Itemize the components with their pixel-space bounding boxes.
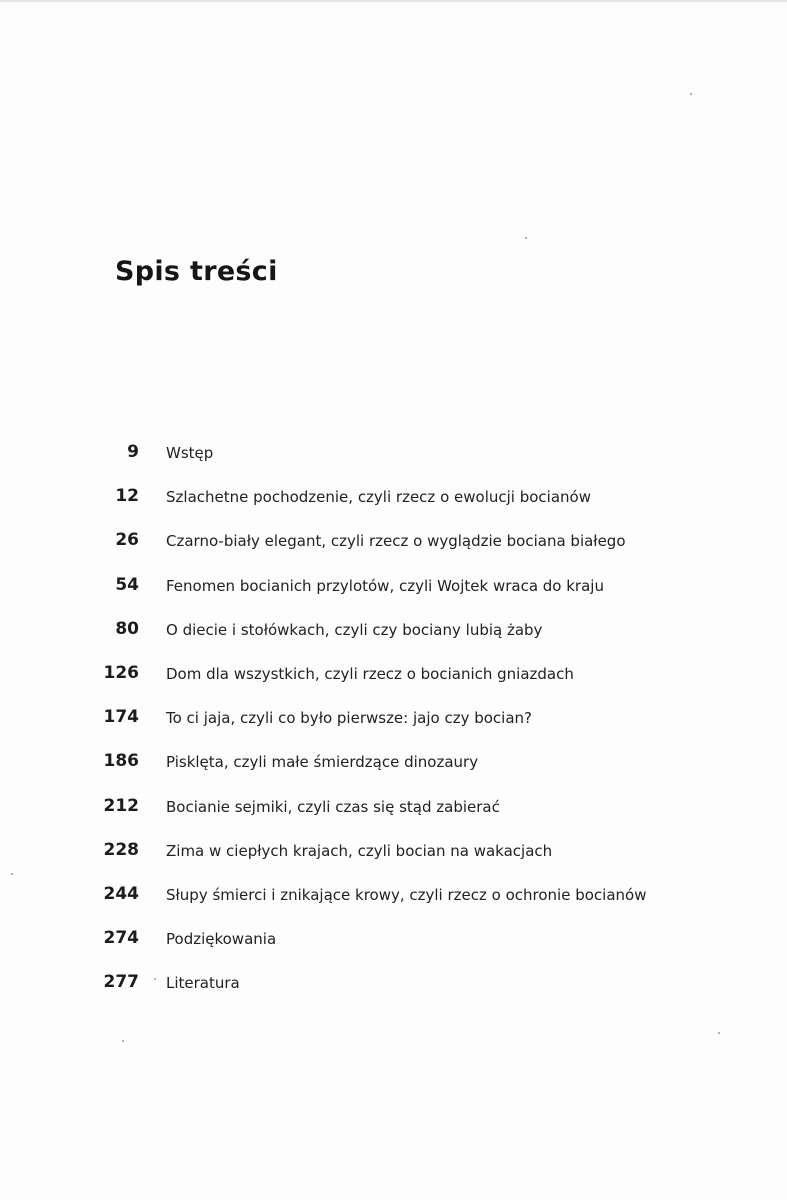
- toc-page-number: 186: [103, 751, 139, 772]
- toc-chapter-title: Zima w ciepłych krajach, czyli bocian na wakacjach: [166, 841, 553, 860]
- toc-page-number: 174: [103, 707, 139, 728]
- toc-entry: [0, 617, 787, 661]
- toc-entry: [0, 573, 787, 617]
- toc-entry: [0, 882, 787, 926]
- toc-page-number: 274: [103, 928, 139, 949]
- toc-page-number: 12: [115, 486, 139, 507]
- toc-chapter-title: Szlachetne pochodzenie, czyli rzecz o ewolucji bocianów: [166, 488, 591, 507]
- toc-chapter-title: Wstęp: [166, 444, 214, 462]
- scan-speck: [718, 1032, 720, 1034]
- toc-chapter-title: Fenomen bocianich przylotów, czyli Wojtek wraca do kraju: [166, 576, 604, 595]
- toc-chapter-title: Dom dla wszystkich, czyli rzecz o bocianich gniazdach: [166, 664, 574, 683]
- toc-chapter-title: Literatura: [166, 974, 240, 993]
- toc-page-number: 277: [103, 972, 139, 993]
- toc-chapter-title: O diecie i stołówkach, czyli czy bociany lubią żaby: [166, 620, 543, 639]
- toc-entry: [0, 528, 787, 572]
- page-top-edge: [0, 0, 787, 2]
- toc-chapter-title: Bocianie sejmiki, czyli czas się stąd zabierać: [166, 797, 500, 816]
- scan-speck: [690, 93, 692, 95]
- toc-page-number: 244: [103, 883, 139, 904]
- scan-speck: [11, 873, 13, 875]
- toc-entry: [0, 926, 787, 970]
- toc-page-number: 54: [115, 574, 139, 595]
- scan-speck: [525, 237, 527, 239]
- toc-entry: [0, 661, 787, 705]
- scan-speck: [122, 1040, 124, 1042]
- table-of-contents: [0, 440, 787, 1014]
- toc-chapter-title: Słupy śmierci i znikające krowy, czyli rzecz o ochronie bocianów: [166, 885, 647, 904]
- toc-entry: [0, 705, 787, 749]
- scan-speck: [154, 978, 156, 980]
- toc-chapter-title: To ci jaja, czyli co było pierwsze: jajo czy bocian?: [166, 709, 532, 728]
- toc-entry: [0, 838, 787, 882]
- page-title: Spis treści: [115, 256, 278, 287]
- toc-page-number: 228: [103, 839, 139, 860]
- toc-page-number: 26: [115, 530, 139, 551]
- toc-chapter-title: Podziękowania: [166, 930, 277, 949]
- toc-chapter-title: Pisklęta, czyli małe śmierdzące dinozaury: [166, 753, 479, 772]
- toc-entry: [0, 970, 787, 1014]
- toc-entry: [0, 749, 787, 793]
- toc-chapter-title: Czarno-biały elegant, czyli rzecz o wyglądzie bociana białego: [166, 532, 626, 551]
- toc-entry: [0, 794, 787, 838]
- toc-page-number: 126: [103, 662, 139, 683]
- toc-entry: [0, 440, 787, 484]
- toc-page-number: 9: [127, 442, 139, 462]
- toc-page-number: 80: [115, 618, 139, 639]
- toc-page-number: 212: [103, 795, 139, 816]
- toc-entry: [0, 484, 787, 528]
